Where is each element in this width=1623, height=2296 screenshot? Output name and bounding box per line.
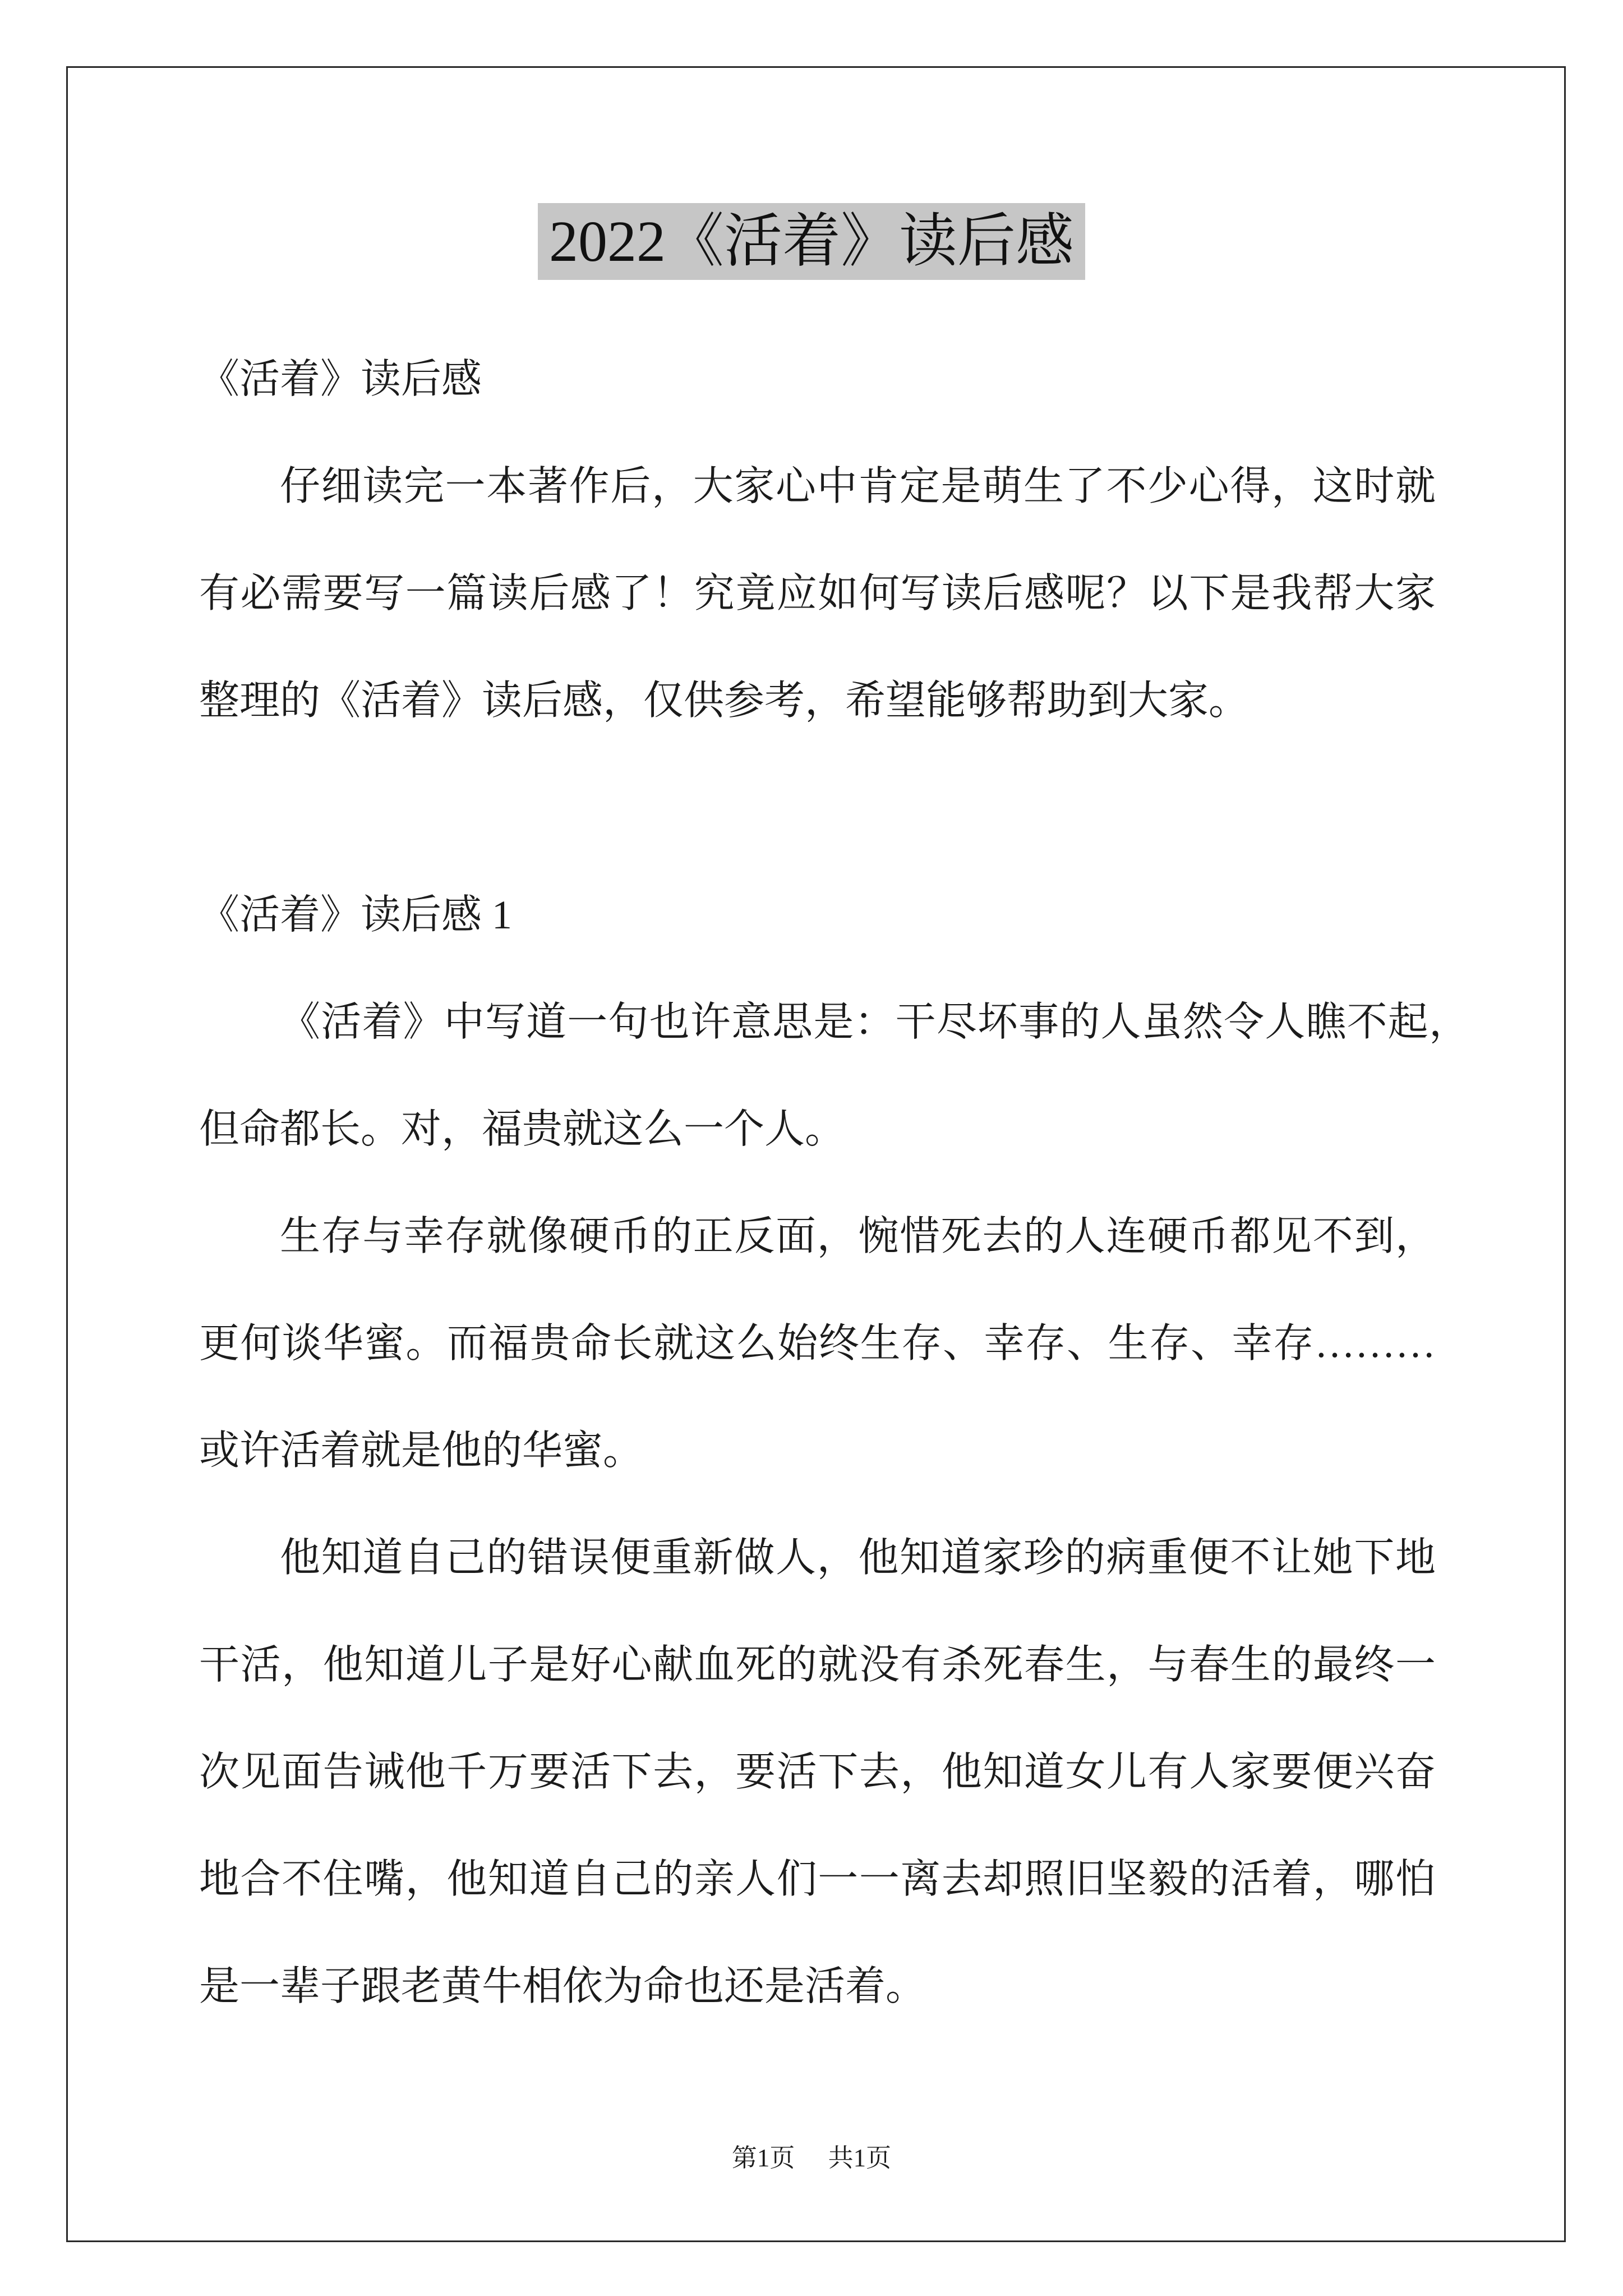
body-paragraph-1 (199, 969, 1469, 1183)
section-heading: 《活着》读后感 1 (199, 892, 513, 937)
paragraph-line: 有必需要写一篇读后感了！究竟应如何写读后感呢？以下是我帮大家 (199, 571, 1436, 616)
body-paragraph-3 (199, 1504, 1436, 2040)
title-block (0, 203, 1623, 280)
paragraph-line: 次见面告诫他千万要活下去，要活下去，他知道女儿有人家要便兴奋 (199, 1750, 1436, 1795)
intro-paragraph (199, 433, 1436, 754)
paragraph-line: 仔细读完一本著作后，大家心中肯定是萌生了不少心得，这时就 (280, 464, 1436, 509)
page-total: 共1页 (828, 2144, 892, 2172)
page-number: 第1页 (731, 2144, 795, 2172)
paragraph-line: 或许活着就是他的华蜜。 (199, 1428, 644, 1473)
paragraph-line: 整理的《活着》读后感，仅供参考，希望能够帮助到大家。 (199, 678, 1249, 723)
document-title: 2022《活着》读后感 (538, 203, 1085, 280)
body-paragraph-2 (199, 1183, 1436, 1504)
document-heading: 《活着》读后感 (199, 357, 482, 402)
paragraph-line: 他知道自己的错误便重新做人，他知道家珍的病重便不让她下地 (280, 1535, 1436, 1580)
paragraph-line: 地合不住嘴，他知道自己的亲人们一一离去却照旧坚毅的活着，哪怕 (199, 1857, 1436, 1902)
paragraph-line: 更何谈华蜜。而福贵命长就这么始终生存、幸存、生存、幸存……… (199, 1321, 1436, 1366)
document-body (199, 326, 1469, 2040)
paragraph-line: 但命都长。对，福贵就这么一个人。 (199, 1107, 846, 1152)
blank-line (199, 754, 1436, 862)
paragraph-line: 《活着》中写道一句也许意思是：干尽坏事的人虽然令人瞧不起， (280, 1000, 1469, 1045)
paragraph-line: 干活，他知道儿子是好心献血死的就没有杀死春生，与春生的最终一 (199, 1642, 1436, 1687)
page-footer (0, 2141, 1623, 2175)
paragraph-line: 是一辈子跟老黄牛相依为命也还是活着。 (199, 1964, 926, 2009)
paragraph-line: 生存与幸存就像硬币的正反面，惋惜死去的人连硬币都见不到， (280, 1214, 1436, 1259)
